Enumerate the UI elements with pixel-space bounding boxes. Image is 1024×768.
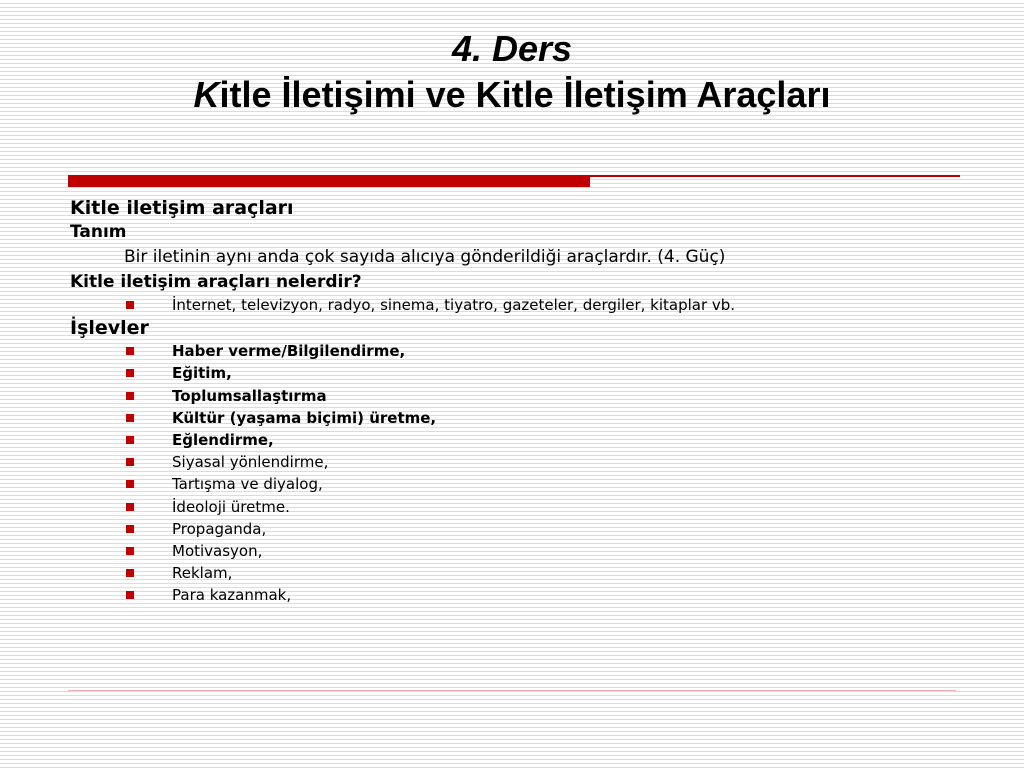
question-heading: Kitle iletişim araçları nelerdir? [70,272,362,292]
square-bullet-icon [126,414,134,422]
list-item [70,518,970,540]
list-item [70,385,970,407]
list-item-text: Motivasyon, [172,541,263,560]
square-bullet-icon [126,569,134,577]
list-item [70,340,970,362]
list-item-text: Eğlendirme, [172,430,274,449]
functions-heading: İşlevler [70,317,149,340]
title-line-1: 4. Ders [451,28,573,69]
definition-text: Bir iletinin aynı anda çok sayıda alıcıya gönderildiği araçlardır. (4. Güç) [124,247,726,267]
square-bullet-icon [126,436,134,444]
main-heading: Kitle iletişim araçları [70,197,294,219]
list-item [70,540,970,562]
square-bullet-icon [126,525,134,533]
slide-body [70,196,970,606]
functions-list [70,340,970,606]
accent-line [590,175,960,177]
square-bullet-icon [126,301,134,309]
list-item-text: Kültür (yaşama biçimi) üretme, [172,408,437,427]
list-item [70,473,970,495]
definition-label: Tanım [70,222,127,242]
title-line-2 [0,72,1024,118]
list-item-text: Siyasal yönlendirme, [172,453,329,472]
list-item-text: Para kazanmak, [172,586,292,605]
title-line-2-rest: itle İletişimi ve Kitle İletişim Araçları [219,74,831,115]
list-item [70,362,970,384]
square-bullet-icon [126,503,134,511]
list-item-text: Tartışma ve diyalog, [172,475,323,494]
accent-bar [68,175,590,187]
square-bullet-icon [126,480,134,488]
list-item [70,584,970,606]
list-item-text: Propaganda, [172,519,267,538]
square-bullet-icon [126,347,134,355]
list-item [70,496,970,518]
square-bullet-icon [126,591,134,599]
list-item-text: İdeoloji üretme. [172,497,290,516]
list-item-text: Haber verme/Bilgilendirme, [172,342,406,361]
square-bullet-icon [126,369,134,377]
slide-title [0,26,1024,118]
square-bullet-icon [126,458,134,466]
square-bullet-icon [126,392,134,400]
list-item [70,429,970,451]
list-item: İnternet, televizyon, radyo, sinema, tiyatro, gazeteler, dergiler, kitaplar vb. [70,294,970,316]
list-item-text: Eğitim, [172,364,232,383]
footer-divider [68,690,956,691]
media-list [70,294,970,316]
list-item-text: Reklam, [172,564,233,583]
title-first-letter: K [193,74,220,115]
square-bullet-icon [126,547,134,555]
list-item [70,451,970,473]
list-item [70,562,970,584]
list-item-text: Toplumsallaştırma [172,386,327,405]
list-item [70,407,970,429]
